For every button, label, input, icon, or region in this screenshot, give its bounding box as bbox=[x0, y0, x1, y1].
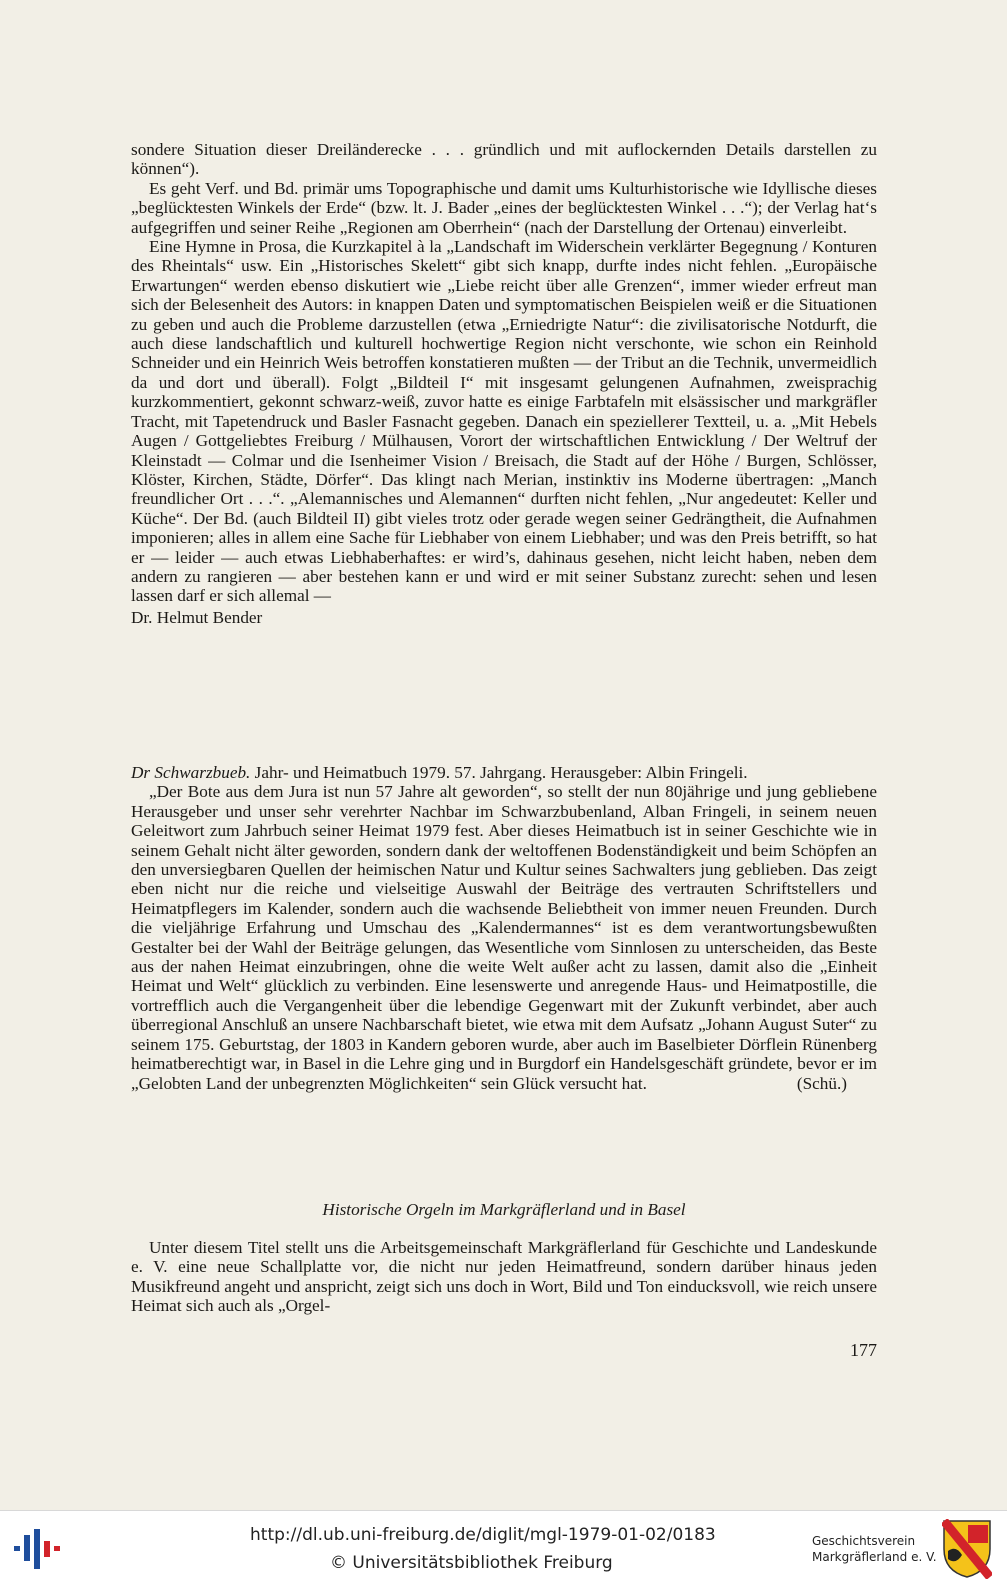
coat-of-arms-icon bbox=[942, 1519, 992, 1579]
review-2-signature: (Schü.) bbox=[796, 1073, 847, 1093]
review-2-body bbox=[131, 782, 877, 1093]
society-line-1: Geschichtsverein bbox=[812, 1534, 916, 1548]
book-title: Dr Schwarzbueb. bbox=[131, 763, 251, 782]
review-2-heading bbox=[131, 763, 877, 782]
section-title: Historische Orgeln im Markgräflerland und in Basel bbox=[322, 1200, 686, 1219]
ub-freiburg-logo-icon[interactable] bbox=[14, 1529, 66, 1569]
document-url-link[interactable]: http://dl.ub.uni-freiburg.de/diglit/mgl-1979-01-02/0183 bbox=[250, 1525, 716, 1545]
society-line-2: Markgräflerland e. V. bbox=[812, 1550, 937, 1564]
paragraph-2: Es geht Verf. und Bd. primär ums Topographische und damit ums Kulturhistorische wie Idyllische dieses „beglücktesten Winkels der Erde“ (bzw. lt. J. Bader „eines der beglücktesten Winkel . . .“); der Verlag hat‘s aufgegriffen und seiner Reihe „Regionen am Oberrhein“ (nach der Darstellung der Ortenau) einverleibt. bbox=[131, 178, 877, 237]
review-1 bbox=[131, 140, 877, 627]
page-number: 177 bbox=[850, 1340, 877, 1360]
footer-bar bbox=[0, 1510, 1007, 1586]
author-signature: Dr. Helmut Bender bbox=[131, 607, 263, 627]
paragraph-1: sondere Situation dieser Dreiländerecke . . . gründlich und mit auflockernden Details darstellen zu können“). bbox=[131, 140, 877, 179]
book-details: Jahr- und Heimatbuch 1979. 57. Jahrgang. Herausgeber: Albin Fringeli. bbox=[250, 763, 748, 782]
paragraph-3: Eine Hymne in Prosa, die Kurzkapitel à la „Landschaft im Widerschein verklärter Begegnung / Konturen des Rheintals“ usw. Ein „Historisches Skelett“ gibt sich knapp, durfte indes nicht fehlen. „Europäische Erwartungen“ werden ebenso diskutiert wie „Liebe reicht über alle Grenzen“, immer wieder erfreut man sich der Belesenheit des Autors: in knappen Daten und symptomatischen Beispielen weiß er die Situationen zu geben und auch die Probleme darzustellen (etwa „Erniedrigte Natur“: die zivilisatorische Notdurft, die auch diese landschaftlich und kulturell hochwertige Region nicht verschonte, wie schon ein Reinhold Schneider und ein Heinrich Weis betroffen konstatieren mußten — der Tribut an die Technik, unvermeidlich da und dort und überall). Folgt „Bildteil I“ mit insgesamt gelungenen Aufnahmen, zweisprachig kurzkommentiert, gekonnt schwarz-weiß, zuvor hatte es einige Farbtafeln mit elsässischer und markgräfler Tracht, mit Tapetendruck und Basler Fasnacht gegeben. Danach ein speziellerer Textteil, u. a. „Mit Hebels Augen / Gottgeliebtes Freiburg / Mülhausen, Vorort der wirtschaftlichen Entwicklung / Der Weltruf der Kleinstadt — Colmar und die Isenheimer Vision / Breisach, die Stadt auf der Höhe / Burgen, Schlösser, Klöster, Kirchen, Städte, Dörfer“. Das klingt nach Merian, instinktiv ins Moderne übertragen: „Manch freundlicher Ort . . .“. „Alemannisches und Alemannen“ durften nicht fehlen, „Nur angedeutet: Keller und Küche“. Der Bd. (auch Bildteil II) gibt vieles trotz oder gerade wegen seiner Gedrängtheit, die Aufnahmen imponieren; alles in allem eine Sache für Liebhaber von einem Liebhaber; und was den Preis betrifft, so hat er — leider — auch etwas Liebhaberhaftes: er wird’s, dahinaus gesehen, nicht leicht haben, neben dem andern zu rangieren — aber bestehen kann er und wird er mit seiner Substanz zurecht: sehen und lesen lassen darf er sich allemal — bbox=[131, 237, 877, 606]
section-body: Unter diesem Titel stellt uns die Arbeitsgemeinschaft Markgräflerland für Geschichte und Landeskunde e. V. eine neue Schallplatte vor, die nicht nur jeden Heimatfreund, sondern darüber hinaus jeden Musikfreund angeht und anspricht, zeigt sich uns doch in Wort, Bild und Ton einducksvoll, wie reich unsere Heimat sich auch als „Orgel- bbox=[131, 1238, 877, 1316]
review-2-text: „Der Bote aus dem Jura ist nun 57 Jahre alt geworden“, so stellt der nun 80jährige und jung gebliebene Herausgeber und unser sehr verehrter Nachbar im Schwarzbubenland, Alban Fringeli, in seinem neuen Geleitwort zum Jahrbuch seiner Heimat 1979 fest. Aber dieses Heimatbuch ist in seiner Geschichte wie in seinem Gehalt nicht älter geworden, sondern dank der weltoffenen Bodenständigkeit und beim Schöpfen an den unversiegbaren Quellen der heimischen Natur und Kultur seines Sachwalters jung geblieben. Das zeigt eben nicht nur die reiche und vielseitige Auswahl der Beiträge des vertrauten Schriftstellers und Heimatpflegers im Kalender, sondern auch die wachsende Beliebtheit von immer neuen Freunden. Durch die vieljährige Erfahrung und Umschau des „Kalendermannes“ ist es dem verantwortungsbewußten Gestalter bei der Wahl der Beiträge gelungen, das Wesentliche vom Sinnlosen zu unterscheiden, das Beste aus der nahen Heimat einzubringen, ohne die weite Welt außer acht zu lassen, damit also die „Einheit Heimat und Welt“ glücklich zu verbinden. Eine lesenswerte und anregende Haus- und Heimatpostille, die vortrefflich auch die Vergangenheit über die lebendige Gegenwart mit der Zukunft verbindet, aber auch überregional Anschluß an unsere Nachbarschaft bietet, wie etwa mit dem Aufsatz „Johann August Suter“ zu seinem 175. Geburtstag, der 1803 in Kandern geboren wurde, aber auch im Baselbieter Dörflein Rünenberg heimatberechtigt war, in Basel in die Lehre ging und in Burgdorf ein Handelsgeschäft gründete, bevor er im „Gelobten Land der unbegrenzten Möglichkeiten“ sein Glück versucht hat. bbox=[131, 782, 877, 1093]
society-name bbox=[812, 1533, 937, 1565]
review-2 bbox=[131, 763, 877, 1093]
copyright-text: © Universitätsbibliothek Freiburg bbox=[330, 1553, 613, 1573]
section-body-block bbox=[131, 1238, 877, 1316]
